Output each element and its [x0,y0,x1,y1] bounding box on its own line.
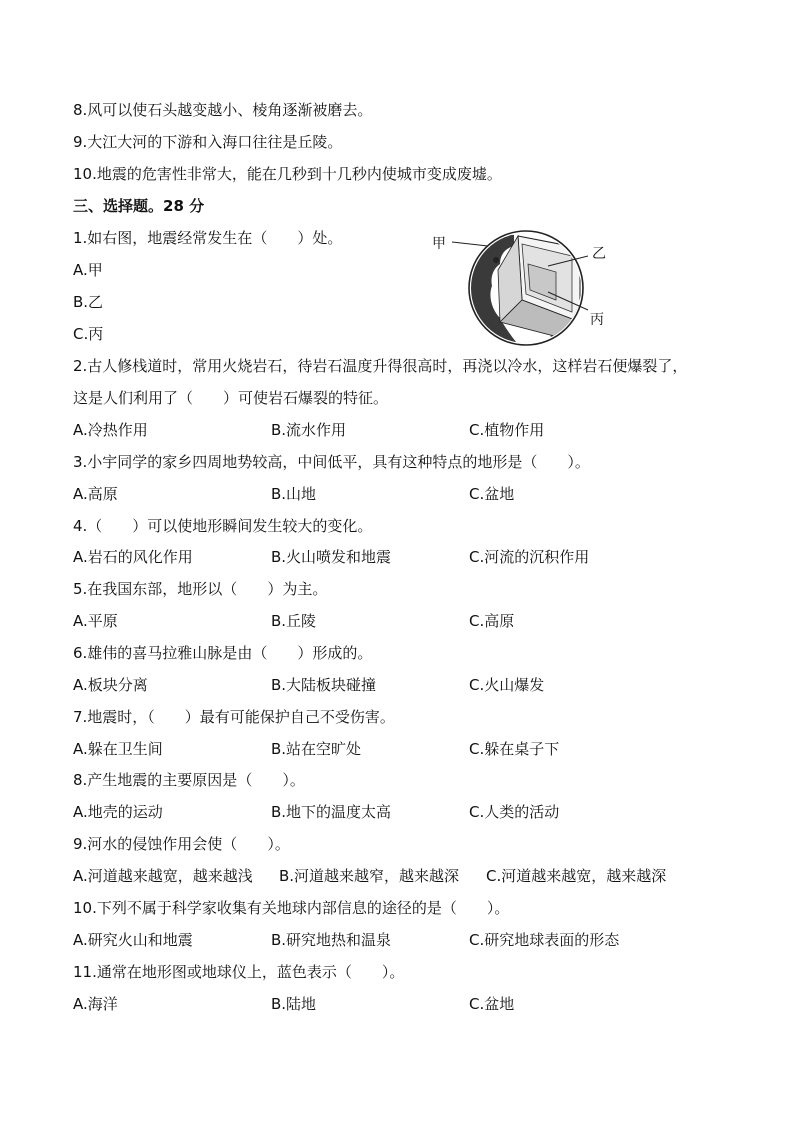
label-yi: 乙 [592,246,606,262]
question-7-option-c: C.躲在桌子下 [469,740,560,758]
question-7-option-b: B.站在空旷处 [271,740,362,758]
question-5-stem: 5.在我国东部，地形以（ ）为主。 [73,580,328,598]
question-5-option-c: C.高原 [469,612,515,630]
question-6-option-b: B.大陆板块碰撞 [271,676,377,694]
question-2-option-a: A.冷热作用 [73,421,148,439]
question-10-option-c: C.研究地球表面的形态 [469,931,620,949]
question-11-option-c: C.盆地 [469,995,515,1013]
question-4-option-c: C.河流的沉积作用 [469,548,590,566]
question-1-option-c: C.丙 [73,325,104,343]
question-3-stem: 3.小宇同学的家乡四周地势较高，中间低平，具有这种特点的地形是（ ）。 [73,453,590,471]
question-2-stem-line-2: 这是人们利用了（ ）可使岩石爆裂的特征。 [73,389,389,407]
question-1-option-a: A.甲 [73,261,103,279]
question-6-option-c: C.火山爆发 [469,676,545,694]
section-heading: 三、选择题。28 分 [73,197,205,215]
question-8-option-b: B.地下的温度太高 [271,803,392,821]
label-jia: 甲 [432,236,446,252]
question-7-stem: 7.地震时，（ ）最有可能保护自己不受伤害。 [73,708,395,726]
question-8-option-c: C.人类的活动 [469,803,560,821]
earth-structure-figure [430,226,620,350]
label-bing: 丙 [590,312,604,328]
question-8-option-a: A.地壳的运动 [73,803,163,821]
question-1-stem: 1.如右图，地震经常发生在（ ）处。 [73,229,343,247]
question-9-option-c: C.河道越来越宽，越来越深 [486,867,667,885]
judgment-item-10: 10.地震的危害性非常大，能在几秒到十几秒内使城市变成废墟。 [73,165,502,183]
question-11-option-a: A.海洋 [73,995,118,1013]
question-1-option-b: B.乙 [73,293,104,311]
leader-line-jia [452,242,488,246]
question-7-option-a: A.躲在卫生间 [73,740,163,758]
judgment-item-8: 8.风可以使石头越变越小、棱角逐渐被磨去。 [73,101,373,119]
question-5-option-b: B.丘陵 [271,612,317,630]
question-9-option-a: A.河道越来越宽，越来越浅 [73,867,253,885]
question-3-option-b: B.山地 [271,485,317,503]
question-2-option-c: C.植物作用 [469,421,545,439]
question-2-stem-line-1: 2.古人修栈道时，常用火烧岩石，待岩石温度升得很高时，再浇以冷水，这样岩石便爆裂了， [73,357,688,375]
question-11-stem: 11.通常在地形图或地球仪上，蓝色表示（ ）。 [73,963,405,981]
question-4-option-b: B.火山喷发和地震 [271,548,392,566]
question-11-option-b: B.陆地 [271,995,317,1013]
question-10-option-a: A.研究火山和地震 [73,931,193,949]
question-10-stem: 10.下列不属于科学家收集有关地球内部信息的途径的是（ ）。 [73,899,510,917]
judgment-item-9: 9.大江大河的下游和入海口往往是丘陵。 [73,133,343,151]
question-8-stem: 8.产生地震的主要原因是（ ）。 [73,771,305,789]
question-9-stem: 9.河水的侵蚀作用会使（ ）。 [73,835,290,853]
question-3-option-c: C.盆地 [469,485,515,503]
question-4-option-a: A.岩石的风化作用 [73,548,193,566]
question-4-stem: 4.（ ）可以使地形瞬间发生较大的变化。 [73,517,373,535]
location-marker [493,257,499,263]
question-3-option-a: A.高原 [73,485,118,503]
question-6-stem: 6.雄伟的喜马拉雅山脉是由（ ）形成的。 [73,644,373,662]
question-2-option-b: B.流水作用 [271,421,347,439]
question-5-option-a: A.平原 [73,612,118,630]
question-10-option-b: B.研究地热和温泉 [271,931,392,949]
question-6-option-a: A.板块分离 [73,676,148,694]
question-9-option-b: B.河道越来越窄，越来越深 [279,867,460,885]
